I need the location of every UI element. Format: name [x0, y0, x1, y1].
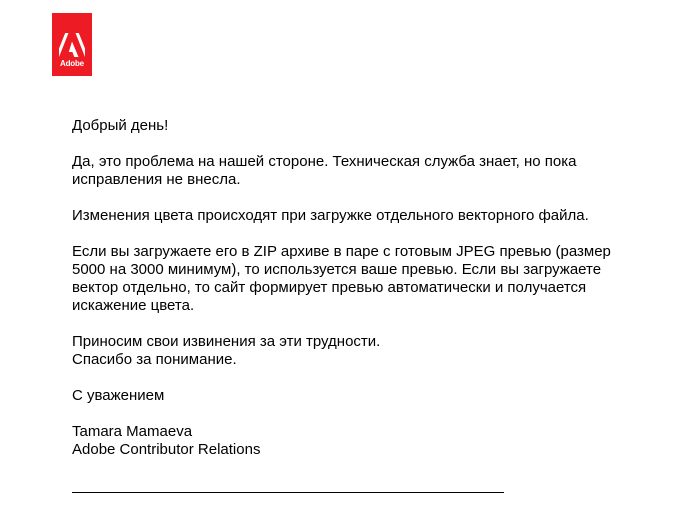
text-line: вектор отдельно, то сайт формирует превью автоматически и получается — [72, 279, 587, 296]
text-line: искажение цвета. — [72, 297, 195, 314]
text-line: Изменения цвета происходят при загружке отдельного векторного файла. — [72, 207, 589, 224]
greeting: Добрый день! — [72, 117, 169, 134]
signature — [72, 423, 662, 459]
text-line: 5000 на 3000 минимум), то используется ваше превью. Если вы загружаете — [72, 261, 602, 278]
paragraph-problem — [72, 153, 662, 189]
signature-title: Adobe Contributor Relations — [72, 441, 261, 458]
thanks-text: Спасибо за понимание. — [72, 351, 237, 368]
closing: С уважением — [72, 387, 165, 404]
text-line: Да, это проблема на нашей стороне. Техническая служба знает, но пока — [72, 153, 577, 170]
paragraph-zip-upload — [72, 243, 662, 315]
text-line: исправления не внесла. — [72, 171, 241, 188]
divider-line — [72, 492, 504, 493]
adobe-logo-icon — [59, 33, 85, 57]
apology-text: Приносим свои извинения за эти трудности. — [72, 333, 381, 350]
text-line: Если вы загружаете его в ZIP архиве в паре с готовым JPEG превью (размер — [72, 243, 611, 260]
paragraph-color-change — [72, 207, 662, 225]
letter-body — [72, 117, 662, 459]
adobe-logo-text: Adobe — [60, 59, 84, 68]
adobe-logo — [52, 13, 92, 76]
paragraph-apology — [72, 333, 662, 369]
signature-name: Tamara Mamaeva — [72, 423, 193, 440]
